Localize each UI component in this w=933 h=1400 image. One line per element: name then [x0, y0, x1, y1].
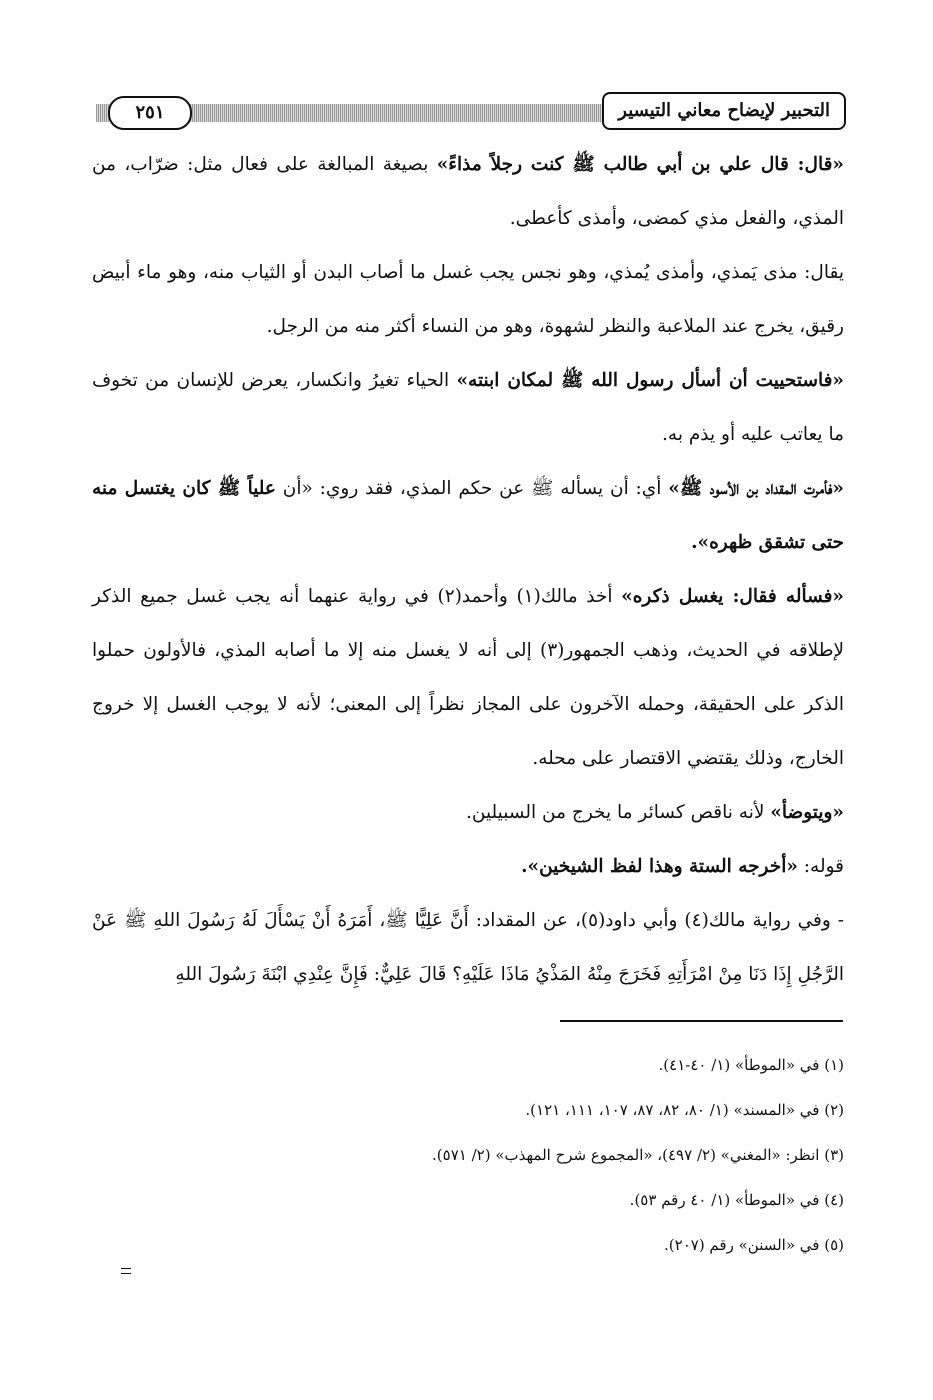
quoted-hadith-text: «فسأله فقال: يغسل ذكره»: [621, 586, 844, 607]
commentary-text: بصيغة المبالغة على فعال مثل: ضرّاب، من المذي، والفعل مذي كمضى، وأمذى كأعطى.: [92, 154, 844, 229]
footnote: (٣) انظر: «المغني» (٢/ ٤٩٧)، «المجموع شرح المهذب» (٢/ ٥٧١).: [432, 1146, 844, 1164]
quoted-hadith-text: علياً ﷺ كان يغتسل منه حتى تشقق ظهره».: [92, 478, 844, 553]
paragraph: [92, 354, 844, 462]
main-text: [92, 138, 844, 1002]
footnotes: [92, 1043, 844, 1268]
footnote: (١) في «الموطأ» (١/ ٤٠-٤١).: [658, 1056, 844, 1074]
commentary-text: الحياء تغيرُ وانكسار، يعرض للإنسان من تخوف ما يعاتب عليه أو يذم به.: [92, 370, 844, 445]
quoted-hadith-text: «فأمرت المقداد بن الأسود ﷺ»: [668, 478, 844, 499]
narration-text: - وفي رواية مالك(٤) وأبي داود(٥)، عن المقداد: أَنَّ عَلِيًّا ﷺ، أَمَرَهُ أَنْ يَسْأَلَ لَهُ رَسُولَ اللهِ ﷺ عَنْ الرَّجُلِ إِذَا دَنَا مِنْ امْرَأَتِهِ فَخَرَجَ مِنْهُ المَذْيُ مَاذَا عَلَيْهِ؟ قَالَ عَلِيٌّ: فَإِنَّ عِنْدِي ابْنَةَ رَسُولَ اللهِ: [92, 910, 844, 985]
running-header: [96, 92, 846, 136]
paragraph: [92, 840, 844, 894]
paragraph: [92, 786, 844, 840]
quoted-hadith-text: «أخرجه الستة وهذا لفظ الشيخين».: [521, 856, 798, 877]
commentary-text: أي: أن يسأله ﷺ عن حكم المذي، فقد روي: «أن: [275, 478, 669, 499]
commentary-text: قوله:: [797, 856, 844, 877]
paragraph: [92, 570, 844, 786]
footnote: (٤) في «الموطأ» (١/ ٤٠ رقم ٥٣).: [629, 1191, 844, 1209]
paragraph: [92, 246, 844, 354]
footnote-divider: [560, 1020, 843, 1022]
quoted-hadith-text: «قال: قال علي بن أبي طالب ﷺ كنت رجلاً مذاءً»: [436, 154, 844, 175]
quoted-hadith-text: «ويتوضأ»: [770, 802, 844, 823]
commentary-text: يقال: مذى يَمذي، وأمذى يُمذي، وهو نجس يجب غسل ما أصاب البدن أو الثياب منه، وهو ماء أبيض رقيق، يخرج عند الملاعبة والنظر لشهوة، وهو من النساء أكثر منه من الرجل.: [92, 262, 844, 337]
footnote: (٥) في «السنن» رقم (٢٠٧).: [664, 1236, 844, 1254]
page-number: ٢٥١: [108, 96, 192, 130]
margin-mark: [121, 1268, 131, 1274]
book-title: التحبير لإيضاح معاني التيسير: [602, 92, 846, 130]
commentary-text: لأنه ناقص كسائر ما يخرج من السبيلين.: [466, 802, 771, 823]
paragraph: [92, 462, 844, 570]
paragraph: [92, 138, 844, 246]
footnote: (٢) في «المسند» (١/ ٨٠، ٨٢، ٨٧، ١٠٧، ١١١، ١٢١).: [525, 1101, 844, 1119]
quoted-hadith-text: «فاستحييت أن أسأل رسول الله ﷺ لمكان ابنته»: [456, 370, 844, 391]
paragraph: [92, 894, 844, 1002]
commentary-text: أخذ مالك(١) وأحمد(٢) في رواية عنهما أنه يجب غسل جميع الذكر لإطلاقه في الحديث، وذهب الجمهور(٣) إلى أنه لا يغسل منه إلا ما أصابه المذي، فالأولون حملوا الذكر على الحقيقة، وحمله الآخرون على المجاز نظراً إلى المعنى؛ لأنه لا يوجب الغسل إلا خروج الخارج، وذلك يقتضي الاقتصار على محله.: [92, 586, 844, 769]
